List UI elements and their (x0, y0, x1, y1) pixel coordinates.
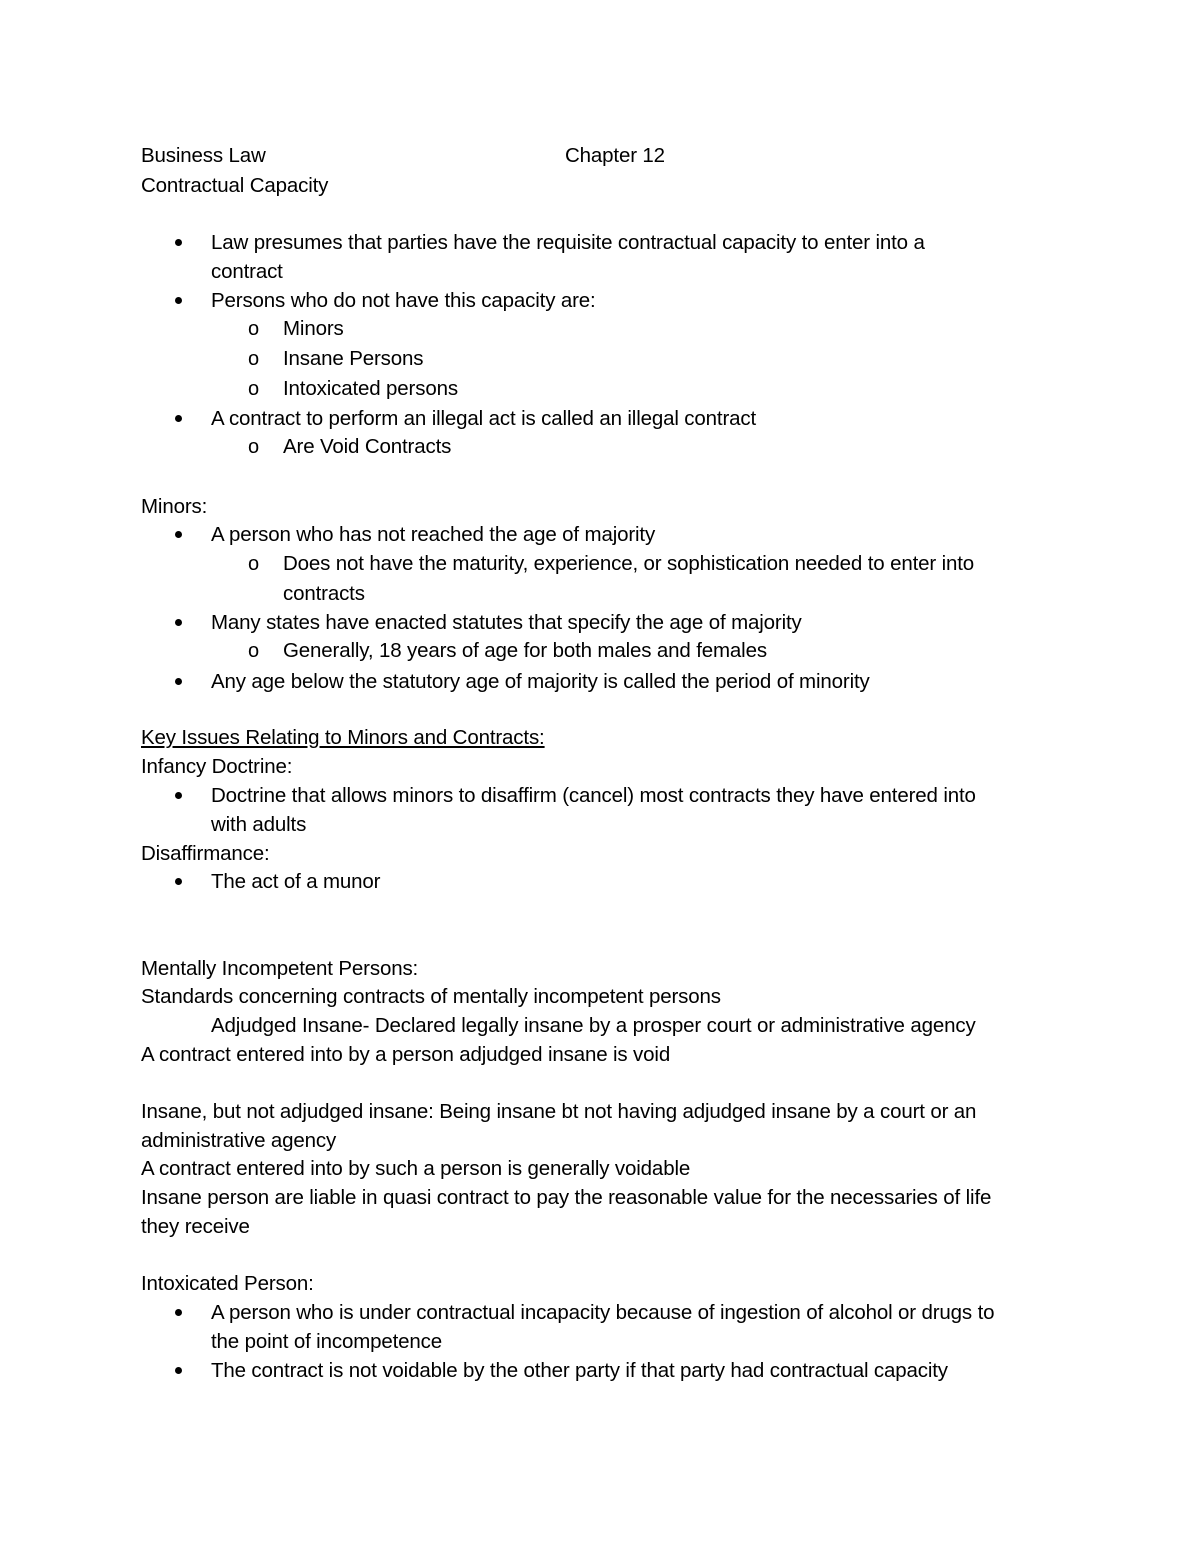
mental-void: A contract entered into by a person adjudged insane is void (141, 1043, 671, 1066)
intoxicated-bullet-1-line-2: the point of incompetence (211, 1330, 443, 1353)
minors-sub-1-line-2: contracts (283, 582, 365, 605)
bullet-icon (175, 297, 182, 304)
sub-bullet-icon: o (248, 436, 259, 458)
bullet-icon (175, 792, 182, 799)
mental-liable-line-2: they receive (141, 1215, 250, 1238)
bullet-icon (175, 531, 182, 538)
mental-liable-line-1: Insane person are liable in quasi contract to pay the reasonable value for the necessaries of life (141, 1186, 992, 1209)
not-adjudged-line-1: Insane, but not adjudged insane: Being insane bt not having adjudged insane by a court or an (141, 1100, 977, 1123)
bullet-icon (175, 619, 182, 626)
disaffirmance-bullet: The act of a munor (211, 870, 381, 893)
intro-bullet-1-line-1: Law presumes that parties have the requisite contractual capacity to enter into a (211, 231, 925, 254)
mental-adjudged: Adjudged Insane- Declared legally insane by a prosper court or administrative agency (211, 1014, 976, 1037)
sub-bullet-icon: o (248, 553, 259, 575)
minors-bullet-2: Many states have enacted statutes that specify the age of majority (211, 611, 802, 634)
bullet-icon (175, 239, 182, 246)
bullet-icon (175, 415, 182, 422)
intro-bullet-2: Persons who do not have this capacity are: (211, 289, 596, 312)
minors-bullet-3: Any age below the statutory age of majority is called the period of minority (211, 670, 870, 693)
sub-bullet-icon: o (248, 348, 259, 370)
bullet-icon (175, 678, 182, 685)
minors-sub-1-line-1: Does not have the maturity, experience, or sophistication needed to enter into (283, 552, 975, 575)
not-adjudged-line-2: administrative agency (141, 1129, 337, 1152)
disaffirmance-heading: Disaffirmance: (141, 842, 270, 865)
intro-bullet-1-line-2: contract (211, 260, 283, 283)
minors-bullet-1: A person who has not reached the age of majority (211, 523, 656, 546)
intro-sub-void: Are Void Contracts (283, 435, 452, 458)
intro-sub-insane: Insane Persons (283, 347, 424, 370)
bullet-icon (175, 1309, 182, 1316)
infancy-doctrine-heading: Infancy Doctrine: (141, 755, 293, 778)
intoxicated-heading: Intoxicated Person: (141, 1272, 314, 1295)
key-issues-heading: Key Issues Relating to Minors and Contracts: (141, 726, 545, 749)
sub-bullet-icon: o (248, 378, 259, 400)
minors-sub-2: Generally, 18 years of age for both males and females (283, 639, 767, 662)
sub-bullet-icon: o (248, 318, 259, 340)
intro-bullet-3: A contract to perform an illegal act is called an illegal contract (211, 407, 757, 430)
intro-sub-intoxicated: Intoxicated persons (283, 377, 458, 400)
bullet-icon (175, 1367, 182, 1374)
mental-voidable: A contract entered into by such a person is generally voidable (141, 1157, 691, 1180)
mental-heading: Mentally Incompetent Persons: (141, 957, 419, 980)
intoxicated-bullet-1-line-1: A person who is under contractual incapacity because of ingestion of alcohol or drugs to (211, 1301, 995, 1324)
topic-title: Contractual Capacity (141, 174, 329, 197)
sub-bullet-icon: o (248, 640, 259, 662)
intro-sub-minors: Minors (283, 317, 344, 340)
minors-heading: Minors: (141, 495, 208, 518)
infancy-bullet-line-1: Doctrine that allows minors to disaffirm (cancel) most contracts they have entered into (211, 784, 976, 807)
infancy-bullet-line-2: with adults (211, 813, 307, 836)
bullet-icon (175, 878, 182, 885)
mental-standards: Standards concerning contracts of mentally incompetent persons (141, 985, 721, 1008)
chapter-label: Chapter 12 (565, 144, 665, 167)
intoxicated-bullet-2: The contract is not voidable by the other party if that party had contractual capacity (211, 1359, 948, 1382)
course-title: Business Law (141, 144, 266, 167)
